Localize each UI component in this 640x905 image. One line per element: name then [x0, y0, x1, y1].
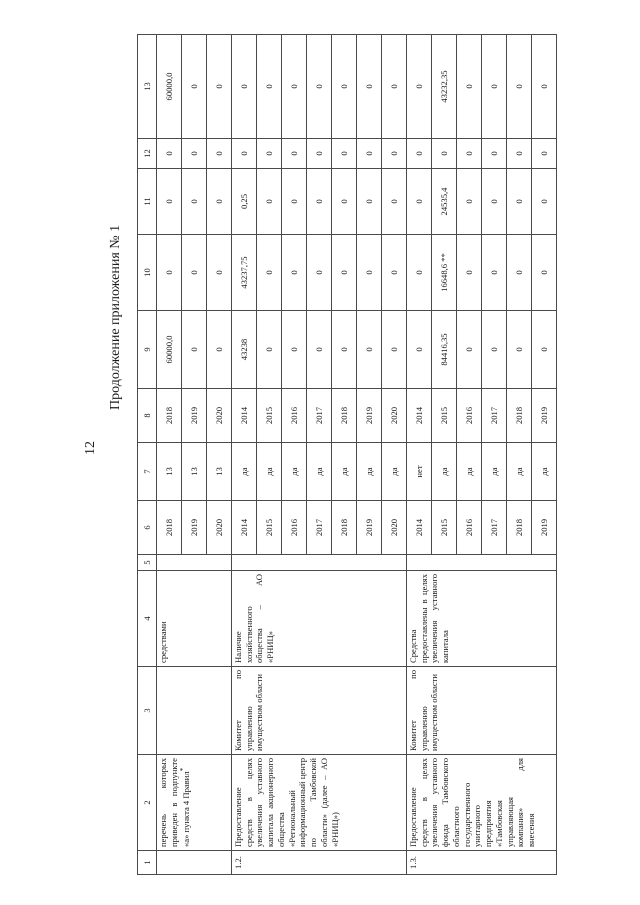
cell-c10: 0 [332, 235, 357, 311]
measure-name-text: перечень которых приведен в подпункте «а» пункта 4 Правил [158, 758, 192, 847]
cell-c10: 0 [507, 235, 532, 311]
cell-year: 2018 [157, 501, 182, 555]
cell-c13: 0 [507, 35, 532, 139]
cell-c12: 0 [357, 139, 382, 169]
cell-year2: 2018 [507, 389, 532, 443]
cell-total: 0 [457, 311, 482, 389]
cell-year: 2018 [507, 501, 532, 555]
cell-c12: 0 [332, 139, 357, 169]
empty-col5 [157, 555, 232, 571]
cell-total: 0 [407, 311, 432, 389]
cell-total: 60000,0 [157, 311, 182, 389]
cell-c12: 0 [482, 139, 507, 169]
cell-c12: 0 [207, 139, 232, 169]
cell-c12: 0 [382, 139, 407, 169]
cell-c10: 0 [307, 235, 332, 311]
indicator: средствами [157, 571, 232, 667]
cell-year: 2014 [232, 501, 257, 555]
cell-c11: 0 [382, 169, 407, 235]
cell-year2: 2015 [432, 389, 457, 443]
program-table [137, 34, 557, 875]
cell-c10: 0 [457, 235, 482, 311]
cell-year2: 2018 [157, 389, 182, 443]
cell-c10: 0 [182, 235, 207, 311]
cell-c12: 0 [282, 139, 307, 169]
cell-year2: 2016 [457, 389, 482, 443]
cell-total: 0 [482, 311, 507, 389]
row-number: 1.2. [232, 851, 407, 875]
cell-c10: 0 [207, 235, 232, 311]
cell-c10: 0 [382, 235, 407, 311]
cell-c11: 0 [257, 169, 282, 235]
table-body [157, 35, 557, 875]
executor: Комитет по управлению имуществом области [232, 667, 407, 755]
page-title: Продолжение приложения № 1 [108, 224, 123, 410]
cell-total: 0 [282, 311, 307, 389]
cell-c13: 60000,0 [157, 35, 182, 139]
cell-mark: 13 [182, 443, 207, 501]
cell-c12: 0 [232, 139, 257, 169]
cell-c13: 0 [407, 35, 432, 139]
table-row [232, 35, 257, 875]
cell-c13: 43232,35 [432, 35, 457, 139]
cell-c10: 0 [257, 235, 282, 311]
cell-c13: 0 [357, 35, 382, 139]
empty-col5 [232, 555, 407, 571]
cell-c11: 0 [482, 169, 507, 235]
col-header: 10 [138, 235, 157, 311]
cell-mark: нет [407, 443, 432, 501]
cell-c11: 0,25 [232, 169, 257, 235]
cell-c11: 0 [157, 169, 182, 235]
executor [157, 667, 232, 755]
col-header: 2 [138, 755, 157, 851]
cell-c12: 0 [307, 139, 332, 169]
cell-year: 2019 [182, 501, 207, 555]
cell-total: 0 [207, 311, 232, 389]
cell-c12: 0 [407, 139, 432, 169]
cell-c12: 0 [457, 139, 482, 169]
cell-c13: 0 [382, 35, 407, 139]
cell-year2: 2020 [382, 389, 407, 443]
indicator: Средства предоставлены в целях увеличения уставного капитала [407, 571, 557, 667]
cell-mark: да [382, 443, 407, 501]
measure-name [157, 755, 232, 851]
col-header: 7 [138, 443, 157, 501]
cell-year2: 2016 [282, 389, 307, 443]
empty-col5 [407, 555, 557, 571]
cell-year: 2017 [307, 501, 332, 555]
cell-c10: 0 [482, 235, 507, 311]
cell-total: 0 [332, 311, 357, 389]
cell-year: 2016 [457, 501, 482, 555]
cell-total: 0 [382, 311, 407, 389]
cell-c12: 0 [507, 139, 532, 169]
cell-mark: 13 [157, 443, 182, 501]
table-row [157, 35, 182, 875]
cell-year: 2015 [432, 501, 457, 555]
col-header: 3 [138, 667, 157, 755]
cell-year: 2019 [532, 501, 557, 555]
cell-year2: 2018 [332, 389, 357, 443]
col-header: 4 [138, 571, 157, 667]
cell-c13: 0 [257, 35, 282, 139]
cell-c11: 0 [532, 169, 557, 235]
cell-mark: да [482, 443, 507, 501]
cell-year: 2015 [257, 501, 282, 555]
executor: Комитет по управлению имуществом области [407, 667, 557, 755]
measure-name [407, 755, 557, 851]
cell-year2: 2019 [357, 389, 382, 443]
indicator: Наличие хозяйственного общества – АО «РНИЦ» [232, 571, 407, 667]
cell-year2: 2014 [232, 389, 257, 443]
cell-c13: 0 [232, 35, 257, 139]
cell-year: 2018 [332, 501, 357, 555]
cell-year2: 2017 [482, 389, 507, 443]
measure-name [232, 755, 407, 851]
col-header: 8 [138, 389, 157, 443]
footnote-mark: * [179, 767, 188, 772]
cell-c11: 24535,4 [432, 169, 457, 235]
col-header: 6 [138, 501, 157, 555]
cell-c11: 0 [182, 169, 207, 235]
cell-year2: 2014 [407, 389, 432, 443]
cell-c13: 0 [207, 35, 232, 139]
cell-c13: 0 [307, 35, 332, 139]
cell-total: 0 [307, 311, 332, 389]
table-row [407, 35, 432, 875]
cell-total: 84416,35 [432, 311, 457, 389]
col-header: 11 [138, 169, 157, 235]
col-header: 13 [138, 35, 157, 139]
measure-name-text: Предоставление средств в целях увеличения уставного фонда Тамбовского областного государственного унитарного предприятия «Тамбовская управляющая компания» для внесения [408, 758, 537, 847]
col-header: 12 [138, 139, 157, 169]
cell-total: 0 [532, 311, 557, 389]
cell-c10: 0 [532, 235, 557, 311]
cell-c13: 0 [332, 35, 357, 139]
cell-c12: 0 [432, 139, 457, 169]
cell-mark: да [332, 443, 357, 501]
cell-c13: 0 [282, 35, 307, 139]
cell-c11: 0 [207, 169, 232, 235]
cell-year: 2017 [482, 501, 507, 555]
cell-c10: 43237,75 [232, 235, 257, 311]
cell-c10: 0 [157, 235, 182, 311]
cell-c11: 0 [282, 169, 307, 235]
cell-c13: 0 [482, 35, 507, 139]
cell-total: 0 [357, 311, 382, 389]
page-number: 12 [83, 441, 98, 455]
cell-c12: 0 [532, 139, 557, 169]
col-header: 1 [138, 851, 157, 875]
col-header: 5 [138, 555, 157, 571]
row-number: 1.3. [407, 851, 557, 875]
cell-c11: 0 [307, 169, 332, 235]
cell-c12: 0 [182, 139, 207, 169]
cell-year: 2020 [207, 501, 232, 555]
cell-c11: 0 [357, 169, 382, 235]
cell-total: 43238 [232, 311, 257, 389]
cell-mark: да [257, 443, 282, 501]
cell-year: 2014 [407, 501, 432, 555]
cell-year2: 2019 [532, 389, 557, 443]
cell-mark: да [457, 443, 482, 501]
cell-c13: 0 [457, 35, 482, 139]
cell-year: 2019 [357, 501, 382, 555]
cell-year2: 2017 [307, 389, 332, 443]
cell-c10: 0 [407, 235, 432, 311]
cell-c11: 0 [332, 169, 357, 235]
col-header: 9 [138, 311, 157, 389]
cell-mark: да [507, 443, 532, 501]
cell-c12: 0 [157, 139, 182, 169]
row-number [157, 851, 232, 875]
cell-c10: 16648,6 ** [432, 235, 457, 311]
cell-mark: да [532, 443, 557, 501]
cell-mark: 13 [207, 443, 232, 501]
cell-mark: да [307, 443, 332, 501]
cell-mark: да [432, 443, 457, 501]
column-number-row [138, 35, 157, 875]
cell-c11: 0 [457, 169, 482, 235]
program-table-container [137, 35, 557, 875]
cell-total: 0 [507, 311, 532, 389]
cell-total: 0 [257, 311, 282, 389]
cell-c10: 0 [357, 235, 382, 311]
cell-mark: да [282, 443, 307, 501]
cell-c11: 0 [407, 169, 432, 235]
cell-c10: 0 [282, 235, 307, 311]
cell-c11: 0 [507, 169, 532, 235]
cell-c13: 0 [532, 35, 557, 139]
cell-year: 2020 [382, 501, 407, 555]
cell-c13: 0 [182, 35, 207, 139]
cell-year: 2016 [282, 501, 307, 555]
cell-mark: да [357, 443, 382, 501]
cell-year2: 2020 [207, 389, 232, 443]
measure-name-text: Предоставление средств в целях увеличения уставного капитала акционерного общества «Региональный информационный центр по Тамбовской области» (далее – АО «РНИЦ») [233, 758, 340, 847]
cell-mark: да [232, 443, 257, 501]
cell-total: 0 [182, 311, 207, 389]
cell-year2: 2015 [257, 389, 282, 443]
cell-c12: 0 [257, 139, 282, 169]
cell-year2: 2019 [182, 389, 207, 443]
